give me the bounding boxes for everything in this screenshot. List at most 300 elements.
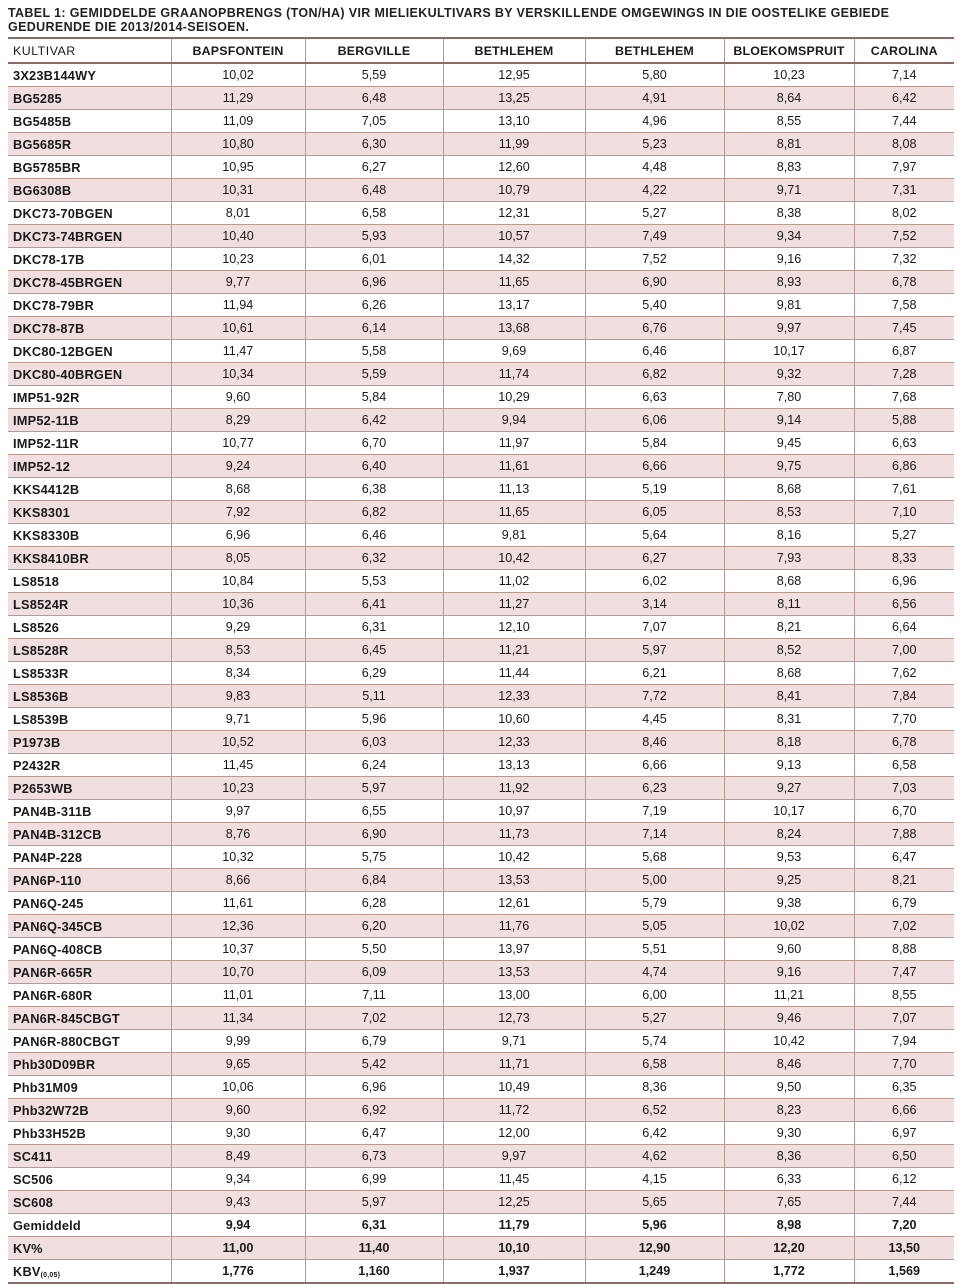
cultivar-name-cell: LS8518 <box>8 570 171 593</box>
yield-value-cell: 8,05 <box>171 547 305 570</box>
yield-value-cell: 7,31 <box>854 179 954 202</box>
yield-value-cell: 7,02 <box>854 915 954 938</box>
yield-value-cell: 6,66 <box>585 754 724 777</box>
table-row <box>8 639 954 662</box>
yield-value-cell: 5,97 <box>305 777 443 800</box>
yield-value-cell: 5,79 <box>585 892 724 915</box>
yield-value-cell: 5,50 <box>305 938 443 961</box>
yield-value-cell: 10,42 <box>724 1030 854 1053</box>
yield-value-cell: 11,21 <box>724 984 854 1007</box>
yield-value-cell: 11,97 <box>443 432 585 455</box>
table-row <box>8 754 954 777</box>
yield-value-cell: 9,97 <box>724 317 854 340</box>
yield-value-cell: 6,41 <box>305 593 443 616</box>
yield-value-cell: 7,02 <box>305 1007 443 1030</box>
yield-value-cell: 6,58 <box>305 202 443 225</box>
yield-value-cell: 13,00 <box>443 984 585 1007</box>
yield-value-cell: 6,84 <box>305 869 443 892</box>
yield-value-cell: 6,78 <box>854 271 954 294</box>
cultivar-name-cell: DKC78-17B <box>8 248 171 271</box>
yield-value-cell: 9,27 <box>724 777 854 800</box>
table-row <box>8 731 954 754</box>
yield-value-cell: 6,96 <box>305 271 443 294</box>
yield-value-cell: 10,02 <box>171 63 305 87</box>
table-row <box>8 984 954 1007</box>
yield-value-cell: 5,75 <box>305 846 443 869</box>
table-row <box>8 1030 954 1053</box>
summary-value-cell: 1,160 <box>305 1260 443 1284</box>
cultivar-name-cell: BG5685R <box>8 133 171 156</box>
yield-value-cell: 7,88 <box>854 823 954 846</box>
yield-value-cell: 9,46 <box>724 1007 854 1030</box>
cultivar-name-cell: LS8536B <box>8 685 171 708</box>
yield-value-cell: 11,01 <box>171 984 305 1007</box>
yield-value-cell: 11,65 <box>443 271 585 294</box>
yield-value-cell: 7,28 <box>854 363 954 386</box>
yield-value-cell: 11,45 <box>171 754 305 777</box>
yield-value-cell: 6,79 <box>305 1030 443 1053</box>
summary-value-cell: 1,249 <box>585 1260 724 1284</box>
yield-value-cell: 6,63 <box>585 386 724 409</box>
yield-value-cell: 7,62 <box>854 662 954 685</box>
table-row <box>8 685 954 708</box>
table-row <box>8 317 954 340</box>
table-row <box>8 248 954 271</box>
yield-value-cell: 10,80 <box>171 133 305 156</box>
yield-value-cell: 10,70 <box>171 961 305 984</box>
yield-value-cell: 9,60 <box>171 386 305 409</box>
cultivar-name-cell: PAN6Q-408CB <box>8 938 171 961</box>
yield-value-cell: 5,27 <box>854 524 954 547</box>
yield-value-cell: 11,45 <box>443 1168 585 1191</box>
cultivar-name-cell: SC608 <box>8 1191 171 1214</box>
yield-value-cell: 4,15 <box>585 1168 724 1191</box>
yield-value-cell: 9,34 <box>724 225 854 248</box>
yield-value-cell: 11,47 <box>171 340 305 363</box>
yield-value-cell: 8,68 <box>171 478 305 501</box>
yield-value-cell: 13,10 <box>443 110 585 133</box>
yield-value-cell: 9,43 <box>171 1191 305 1214</box>
cultivar-name-cell: KKS8301 <box>8 501 171 524</box>
yield-value-cell: 8,68 <box>724 662 854 685</box>
table-row <box>8 800 954 823</box>
yield-value-cell: 9,97 <box>443 1145 585 1168</box>
yield-value-cell: 11,65 <box>443 501 585 524</box>
cultivar-name-cell: SC506 <box>8 1168 171 1191</box>
yield-value-cell: 6,73 <box>305 1145 443 1168</box>
table-row <box>8 777 954 800</box>
cultivar-name-cell: DKC78-79BR <box>8 294 171 317</box>
yield-value-cell: 6,82 <box>585 363 724 386</box>
yield-value-cell: 5,65 <box>585 1191 724 1214</box>
yield-value-cell: 7,07 <box>585 616 724 639</box>
table-row <box>8 593 954 616</box>
cultivar-name-cell: BG5485B <box>8 110 171 133</box>
yield-value-cell: 6,09 <box>305 961 443 984</box>
yield-value-cell: 7,52 <box>854 225 954 248</box>
yield-value-cell: 6,90 <box>585 271 724 294</box>
yield-value-cell: 7,61 <box>854 478 954 501</box>
cultivar-name-cell: DKC73-74BRGEN <box>8 225 171 248</box>
summary-label-cell <box>8 1260 171 1284</box>
cultivar-name-cell: P2432R <box>8 754 171 777</box>
yield-value-cell: 7,70 <box>854 1053 954 1076</box>
yield-value-cell: 5,42 <box>305 1053 443 1076</box>
yield-value-cell: 6,01 <box>305 248 443 271</box>
yield-value-cell: 9,60 <box>724 938 854 961</box>
yield-value-cell: 12,73 <box>443 1007 585 1030</box>
cultivar-name-cell: DKC73-70BGEN <box>8 202 171 225</box>
cultivar-name-cell: IMP52-11B <box>8 409 171 432</box>
yield-value-cell: 7,92 <box>171 501 305 524</box>
yield-value-cell: 9,32 <box>724 363 854 386</box>
table-row <box>8 409 954 432</box>
summary-label: KBV <box>13 1263 41 1279</box>
yield-value-cell: 8,68 <box>724 478 854 501</box>
summary-value-cell: 13,50 <box>854 1237 954 1260</box>
yield-value-cell: 8,41 <box>724 685 854 708</box>
table-row <box>8 271 954 294</box>
table-row <box>8 455 954 478</box>
yield-value-cell: 7,44 <box>854 110 954 133</box>
table-row <box>8 869 954 892</box>
yield-value-cell: 6,00 <box>585 984 724 1007</box>
table-row <box>8 386 954 409</box>
yield-value-cell: 9,16 <box>724 961 854 984</box>
cultivar-name-cell: LS8524R <box>8 593 171 616</box>
table-row <box>8 225 954 248</box>
yield-value-cell: 6,28 <box>305 892 443 915</box>
yield-value-cell: 8,68 <box>724 570 854 593</box>
yield-value-cell: 10,36 <box>171 593 305 616</box>
yield-value-cell: 8,66 <box>171 869 305 892</box>
yield-value-cell: 9,38 <box>724 892 854 915</box>
cultivar-name-cell: LS8528R <box>8 639 171 662</box>
column-header-carolina: CAROLINA <box>854 38 954 63</box>
table-row <box>8 846 954 869</box>
yield-value-cell: 12,31 <box>443 202 585 225</box>
table-row <box>8 1099 954 1122</box>
yield-value-cell: 7,47 <box>854 961 954 984</box>
cultivar-name-cell: PAN6R-845CBGT <box>8 1007 171 1030</box>
table-row <box>8 823 954 846</box>
yield-value-cell: 5,84 <box>585 432 724 455</box>
yield-value-cell: 11,21 <box>443 639 585 662</box>
yield-value-cell: 5,40 <box>585 294 724 317</box>
yield-value-cell: 9,24 <box>171 455 305 478</box>
cultivar-name-cell: Phb31M09 <box>8 1076 171 1099</box>
yield-value-cell: 9,45 <box>724 432 854 455</box>
yield-value-cell: 6,32 <box>305 547 443 570</box>
table-row <box>8 432 954 455</box>
yield-value-cell: 9,50 <box>724 1076 854 1099</box>
header-row <box>8 38 954 63</box>
yield-value-cell: 11,94 <box>171 294 305 317</box>
yield-value-cell: 5,84 <box>305 386 443 409</box>
table-row <box>8 662 954 685</box>
yield-value-cell: 8,83 <box>724 156 854 179</box>
cultivar-name-cell: DKC80-12BGEN <box>8 340 171 363</box>
cultivar-name-cell: PAN6R-680R <box>8 984 171 1007</box>
yield-value-cell: 10,60 <box>443 708 585 731</box>
yield-value-cell: 11,76 <box>443 915 585 938</box>
table-row <box>8 202 954 225</box>
yield-value-cell: 8,34 <box>171 662 305 685</box>
yield-value-cell: 6,58 <box>585 1053 724 1076</box>
yield-value-cell: 9,81 <box>724 294 854 317</box>
yield-value-cell: 4,62 <box>585 1145 724 1168</box>
yield-value-cell: 8,88 <box>854 938 954 961</box>
table-row <box>8 915 954 938</box>
yield-value-cell: 8,21 <box>854 869 954 892</box>
summary-value-cell: 12,20 <box>724 1237 854 1260</box>
yield-value-cell: 7,32 <box>854 248 954 271</box>
yield-value-cell: 9,25 <box>724 869 854 892</box>
table-row <box>8 1122 954 1145</box>
yield-value-cell: 5,00 <box>585 869 724 892</box>
yield-value-cell: 8,81 <box>724 133 854 156</box>
yield-value-cell: 6,92 <box>305 1099 443 1122</box>
yield-value-cell: 5,97 <box>585 639 724 662</box>
yield-value-cell: 12,36 <box>171 915 305 938</box>
yield-value-cell: 4,96 <box>585 110 724 133</box>
column-header-bethlehem-1: BETHLEHEM <box>443 38 585 63</box>
summary-value-cell: 12,90 <box>585 1237 724 1260</box>
column-header-bapsfontein: BAPSFONTEIN <box>171 38 305 63</box>
yield-value-cell: 6,21 <box>585 662 724 685</box>
yield-value-cell: 6,23 <box>585 777 724 800</box>
yield-value-cell: 10,37 <box>171 938 305 961</box>
yield-value-cell: 5,93 <box>305 225 443 248</box>
yield-value-cell: 6,03 <box>305 731 443 754</box>
yield-value-cell: 5,05 <box>585 915 724 938</box>
yield-value-cell: 7,65 <box>724 1191 854 1214</box>
cultivar-name-cell: DKC78-45BRGEN <box>8 271 171 294</box>
yield-value-cell: 13,53 <box>443 869 585 892</box>
yield-value-cell: 10,02 <box>724 915 854 938</box>
yield-value-cell: 6,20 <box>305 915 443 938</box>
yield-value-cell: 11,29 <box>171 87 305 110</box>
yield-value-cell: 4,22 <box>585 179 724 202</box>
yield-value-cell: 8,38 <box>724 202 854 225</box>
yield-value-cell: 9,81 <box>443 524 585 547</box>
yield-value-cell: 9,53 <box>724 846 854 869</box>
table-row <box>8 363 954 386</box>
yield-value-cell: 12,33 <box>443 731 585 754</box>
summary-label: KV% <box>13 1240 43 1256</box>
yield-value-cell: 7,05 <box>305 110 443 133</box>
table-body <box>8 63 954 1283</box>
yield-value-cell: 11,74 <box>443 363 585 386</box>
yield-value-cell: 6,86 <box>854 455 954 478</box>
yield-value-cell: 4,45 <box>585 708 724 731</box>
yield-value-cell: 6,27 <box>585 547 724 570</box>
table-row <box>8 938 954 961</box>
yield-value-cell: 9,71 <box>724 179 854 202</box>
yield-value-cell: 5,59 <box>305 63 443 87</box>
yield-value-cell: 11,61 <box>171 892 305 915</box>
yield-value-cell: 5,11 <box>305 685 443 708</box>
yield-table <box>8 37 954 1284</box>
cultivar-name-cell: PAN6Q-345CB <box>8 915 171 938</box>
yield-value-cell: 11,72 <box>443 1099 585 1122</box>
yield-value-cell: 6,58 <box>854 754 954 777</box>
yield-value-cell: 10,29 <box>443 386 585 409</box>
summary-row <box>8 1214 954 1237</box>
yield-value-cell: 8,36 <box>585 1076 724 1099</box>
cultivar-name-cell: PAN6Q-245 <box>8 892 171 915</box>
yield-value-cell: 11,99 <box>443 133 585 156</box>
cultivar-name-cell: IMP52-12 <box>8 455 171 478</box>
yield-value-cell: 8,53 <box>171 639 305 662</box>
yield-value-cell: 6,97 <box>854 1122 954 1145</box>
yield-value-cell: 11,27 <box>443 593 585 616</box>
yield-value-cell: 6,56 <box>854 593 954 616</box>
yield-value-cell: 5,23 <box>585 133 724 156</box>
table-title: TABEL 1: GEMIDDELDE GRAANOPBRENGS (TON/HA) VIR MIELIEKULTIVARS BY VERSKILLENDE OMGEWINGS IN DIE OOSTELIKE GEBIEDE GEDURENDE DIE 2013/2014-SEISOEN. <box>8 6 890 34</box>
summary-value-cell: 8,98 <box>724 1214 854 1237</box>
yield-value-cell: 7,10 <box>854 501 954 524</box>
yield-value-cell: 11,44 <box>443 662 585 685</box>
yield-value-cell: 7,72 <box>585 685 724 708</box>
yield-value-cell: 8,33 <box>854 547 954 570</box>
yield-value-cell: 5,97 <box>305 1191 443 1214</box>
yield-value-cell: 9,71 <box>171 708 305 731</box>
yield-value-cell: 9,97 <box>171 800 305 823</box>
yield-value-cell: 7,58 <box>854 294 954 317</box>
column-header-bethlehem-2: BETHLEHEM <box>585 38 724 63</box>
yield-value-cell: 7,94 <box>854 1030 954 1053</box>
yield-value-cell: 8,64 <box>724 87 854 110</box>
yield-value-cell: 6,05 <box>585 501 724 524</box>
yield-value-cell: 11,09 <box>171 110 305 133</box>
yield-value-cell: 8,23 <box>724 1099 854 1122</box>
cultivar-name-cell: SC411 <box>8 1145 171 1168</box>
table-row <box>8 547 954 570</box>
yield-value-cell: 8,24 <box>724 823 854 846</box>
yield-value-cell: 6,46 <box>585 340 724 363</box>
yield-value-cell: 8,36 <box>724 1145 854 1168</box>
yield-value-cell: 8,16 <box>724 524 854 547</box>
table-row <box>8 1145 954 1168</box>
yield-value-cell: 6,35 <box>854 1076 954 1099</box>
yield-value-cell: 8,55 <box>854 984 954 1007</box>
table-row <box>8 708 954 731</box>
yield-value-cell: 7,93 <box>724 547 854 570</box>
yield-value-cell: 7,80 <box>724 386 854 409</box>
yield-value-cell: 14,32 <box>443 248 585 271</box>
yield-value-cell: 5,64 <box>585 524 724 547</box>
yield-value-cell: 6,48 <box>305 179 443 202</box>
yield-value-cell: 12,61 <box>443 892 585 915</box>
summary-label-cell <box>8 1214 171 1237</box>
yield-value-cell: 10,06 <box>171 1076 305 1099</box>
table-row <box>8 524 954 547</box>
cultivar-name-cell: IMP52-11R <box>8 432 171 455</box>
cultivar-name-cell: BG5285 <box>8 87 171 110</box>
table-row <box>8 1191 954 1214</box>
yield-value-cell: 6,76 <box>585 317 724 340</box>
yield-value-cell: 5,96 <box>305 708 443 731</box>
yield-value-cell: 6,63 <box>854 432 954 455</box>
summary-value-cell: 9,94 <box>171 1214 305 1237</box>
yield-value-cell: 10,77 <box>171 432 305 455</box>
cultivar-name-cell: KKS8410BR <box>8 547 171 570</box>
yield-value-cell: 6,42 <box>854 87 954 110</box>
yield-value-cell: 5,80 <box>585 63 724 87</box>
yield-value-cell: 6,55 <box>305 800 443 823</box>
yield-value-cell: 8,55 <box>724 110 854 133</box>
table-row <box>8 63 954 87</box>
yield-value-cell: 7,45 <box>854 317 954 340</box>
yield-value-cell: 5,53 <box>305 570 443 593</box>
cultivar-name-cell: PAN6R-880CBGT <box>8 1030 171 1053</box>
yield-value-cell: 8,76 <box>171 823 305 846</box>
yield-value-cell: 8,18 <box>724 731 854 754</box>
table-row <box>8 1053 954 1076</box>
yield-value-cell: 5,51 <box>585 938 724 961</box>
yield-value-cell: 9,69 <box>443 340 585 363</box>
cultivar-name-cell: PAN4P-228 <box>8 846 171 869</box>
yield-value-cell: 10,42 <box>443 547 585 570</box>
yield-value-cell: 10,42 <box>443 846 585 869</box>
yield-value-cell: 6,70 <box>854 800 954 823</box>
summary-value-cell: 6,31 <box>305 1214 443 1237</box>
table-row <box>8 87 954 110</box>
yield-value-cell: 12,00 <box>443 1122 585 1145</box>
yield-value-cell: 9,60 <box>171 1099 305 1122</box>
table-row <box>8 340 954 363</box>
yield-value-cell: 7,97 <box>854 156 954 179</box>
document-page <box>8 6 954 1284</box>
summary-value-cell: 11,40 <box>305 1237 443 1260</box>
yield-value-cell: 6,24 <box>305 754 443 777</box>
cultivar-name-cell: PAN4B-312CB <box>8 823 171 846</box>
yield-value-cell: 9,29 <box>171 616 305 639</box>
yield-value-cell: 11,34 <box>171 1007 305 1030</box>
yield-value-cell: 5,68 <box>585 846 724 869</box>
yield-value-cell: 5,58 <box>305 340 443 363</box>
cultivar-name-cell: IMP51-92R <box>8 386 171 409</box>
yield-value-cell: 9,77 <box>171 271 305 294</box>
cultivar-name-cell: Phb33H52B <box>8 1122 171 1145</box>
yield-value-cell: 6,47 <box>305 1122 443 1145</box>
column-header-bloekomspruit: BLOEKOMSPRUIT <box>724 38 854 63</box>
yield-value-cell: 7,14 <box>585 823 724 846</box>
yield-value-cell: 9,83 <box>171 685 305 708</box>
summary-value-cell: 11,00 <box>171 1237 305 1260</box>
table-row <box>8 1168 954 1191</box>
yield-value-cell: 13,97 <box>443 938 585 961</box>
yield-value-cell: 5,27 <box>585 1007 724 1030</box>
yield-value-cell: 6,46 <box>305 524 443 547</box>
summary-value-cell: 1,776 <box>171 1260 305 1284</box>
yield-value-cell: 9,94 <box>443 409 585 432</box>
yield-value-cell: 6,96 <box>305 1076 443 1099</box>
summary-row <box>8 1260 954 1284</box>
cultivar-name-cell: KKS4412B <box>8 478 171 501</box>
yield-value-cell: 10,57 <box>443 225 585 248</box>
yield-value-cell: 6,87 <box>854 340 954 363</box>
yield-value-cell: 11,61 <box>443 455 585 478</box>
yield-value-cell: 10,23 <box>171 777 305 800</box>
yield-value-cell: 4,48 <box>585 156 724 179</box>
yield-value-cell: 9,71 <box>443 1030 585 1053</box>
yield-value-cell: 10,79 <box>443 179 585 202</box>
table-row <box>8 133 954 156</box>
yield-value-cell: 6,33 <box>724 1168 854 1191</box>
yield-value-cell: 12,95 <box>443 63 585 87</box>
